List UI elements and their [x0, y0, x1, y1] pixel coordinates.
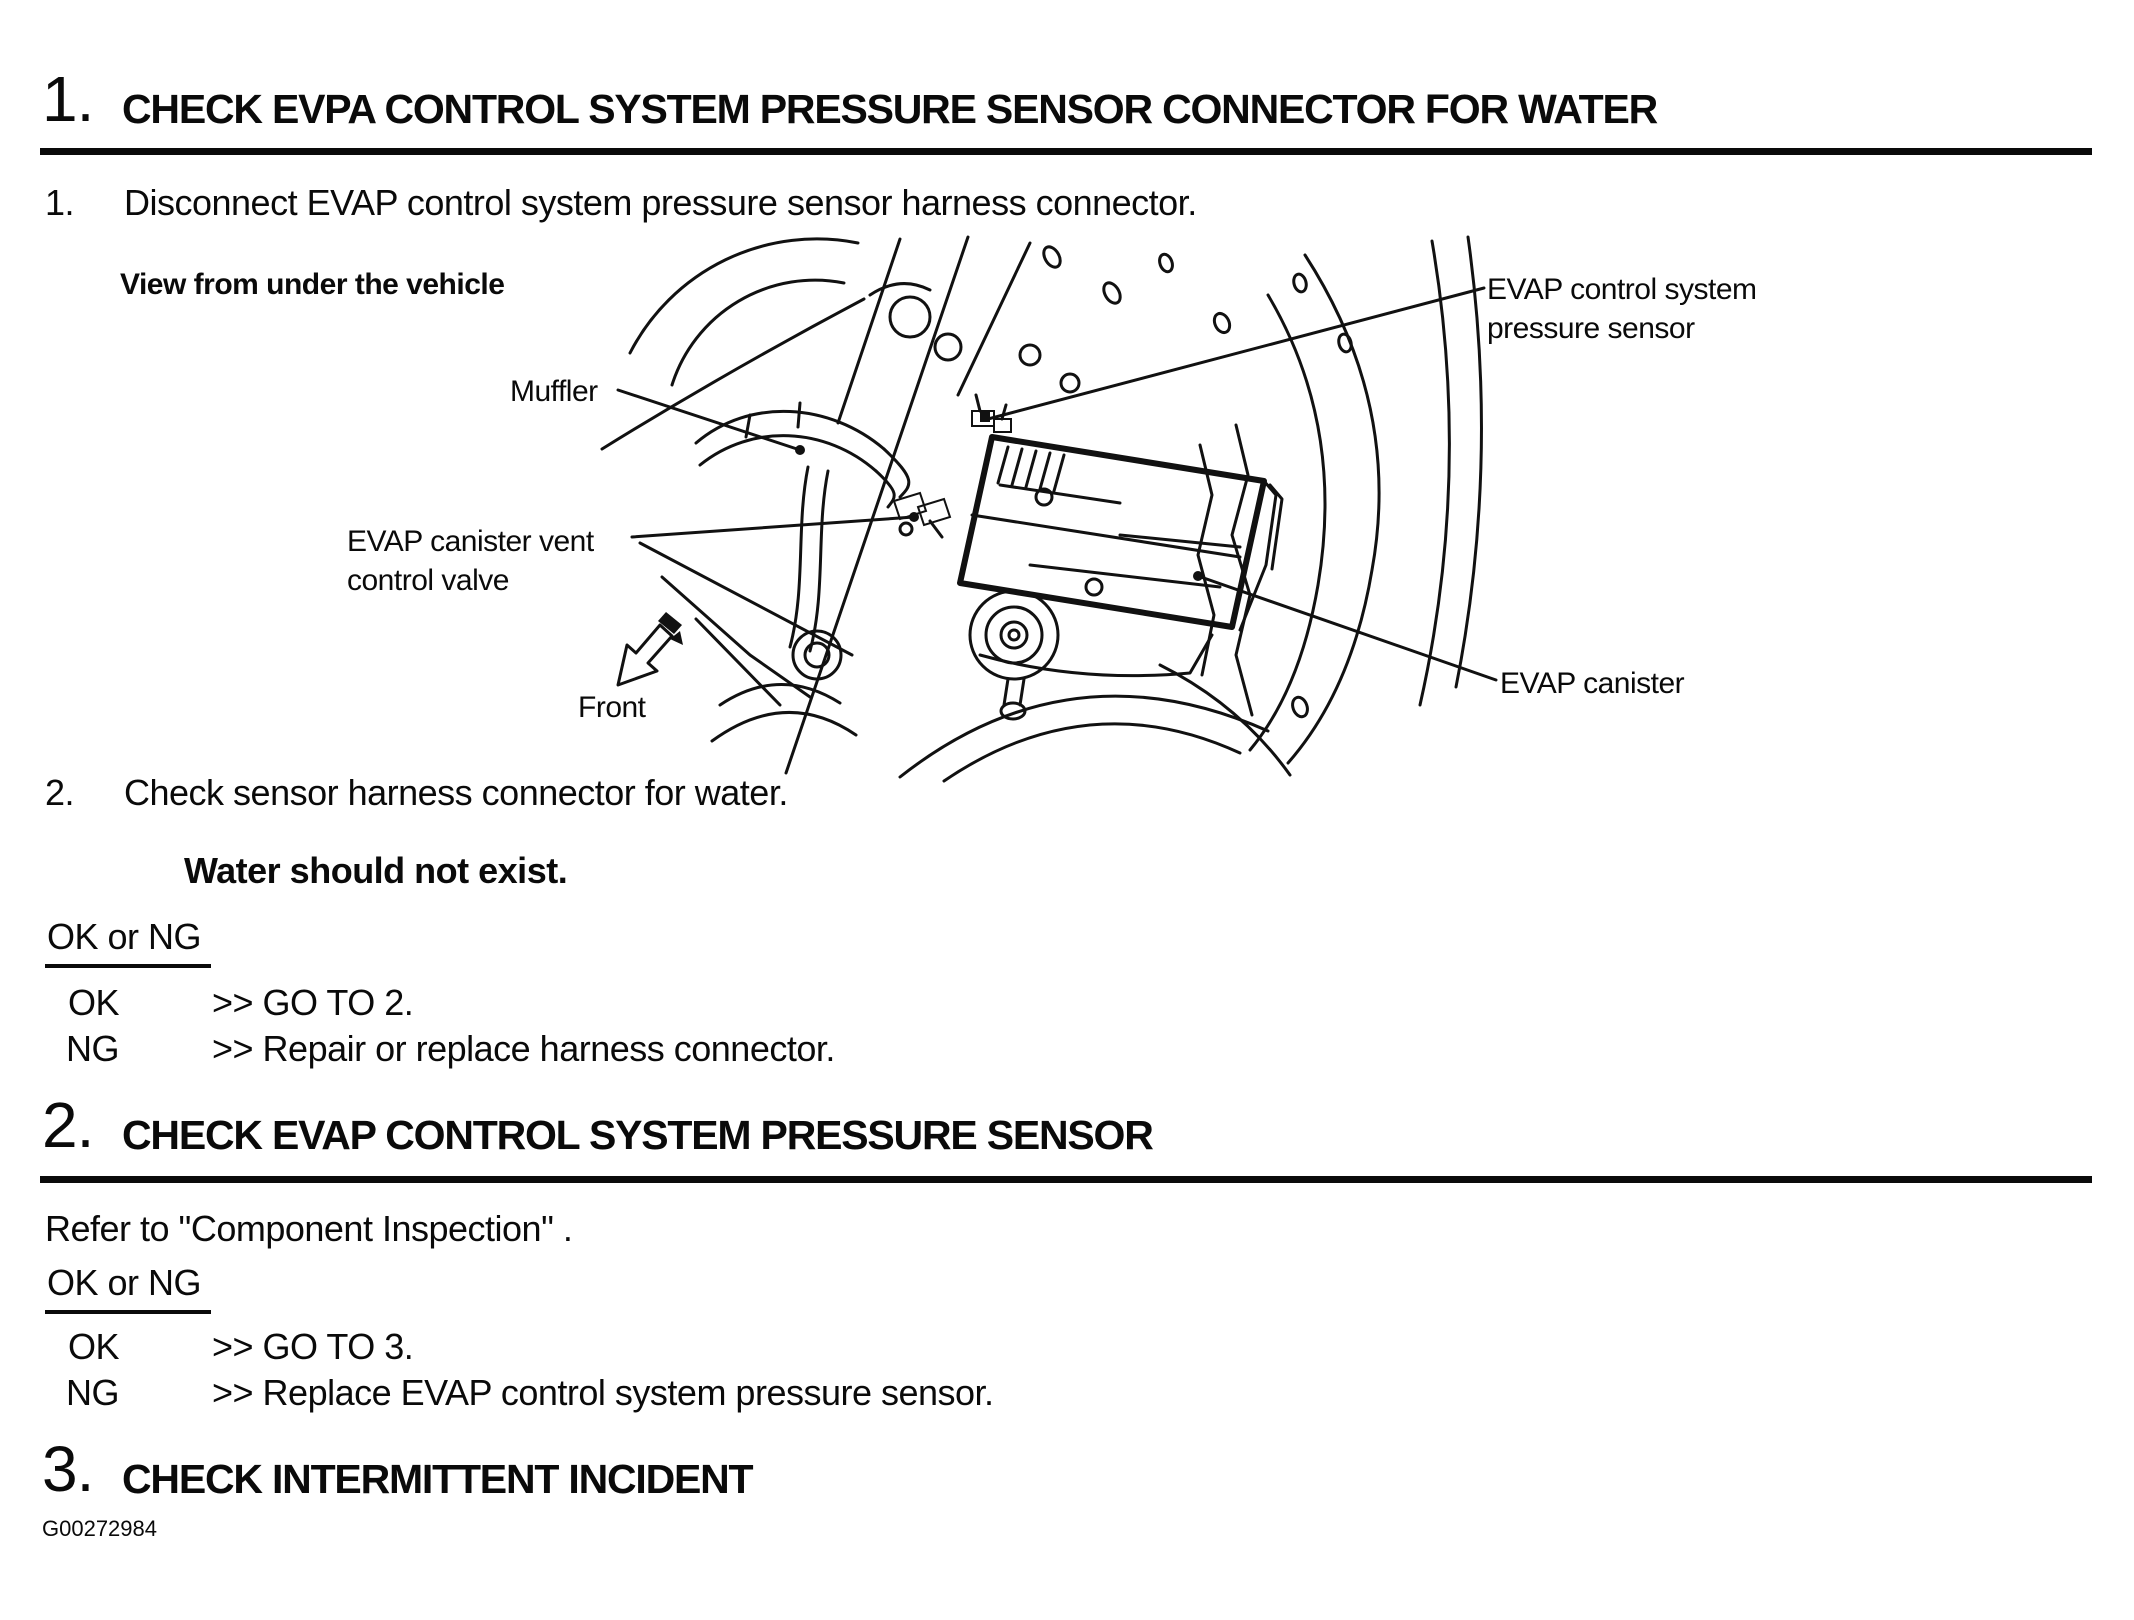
underbody-arc [900, 696, 1268, 777]
leaf-arc [712, 712, 856, 741]
hose-clamp-marks [746, 403, 800, 437]
okng1-heading: OK or NG [45, 916, 211, 968]
section1-number: 1. [42, 63, 94, 135]
section3-number: 3. [42, 1433, 94, 1505]
front-tire-arc-inner [672, 280, 844, 385]
vehicle-underside-diagram [600, 235, 1500, 785]
damper-circle [986, 607, 1042, 663]
underbody-part-circle [890, 297, 930, 337]
pipe [810, 471, 828, 651]
okng2-heading: OK or NG [45, 1262, 211, 1314]
bolt-hole [1290, 695, 1310, 719]
okng1-ok-label: OK [68, 982, 120, 1023]
hose [696, 411, 884, 449]
figure-label-sensor-line2: pressure sensor [1487, 312, 1695, 345]
suspension-arm [696, 619, 780, 705]
vent-valve-leader [632, 512, 919, 655]
frame-rail-line [786, 237, 968, 773]
underbody-part-circle [935, 334, 961, 360]
front-tire-arc-outer [630, 239, 858, 353]
section1-rule [40, 148, 2092, 155]
pipe [790, 467, 808, 647]
bolt-hole [1100, 280, 1123, 306]
figure-label-vent-line2: control valve [347, 564, 509, 597]
figure-view-label: View from under the vehicle [120, 268, 505, 301]
splash-shield-rib [1198, 445, 1214, 675]
step2-text: Check sensor harness connector for water. [124, 772, 788, 813]
sensor-leader-square [980, 412, 990, 422]
figure-label-front: Front [578, 691, 646, 724]
canister-vent-slats [998, 447, 1064, 491]
rear-tire-arc [1420, 241, 1449, 705]
okng2-ng-action: >> Replace EVAP control system pressure sensor. [212, 1372, 994, 1413]
rear-fender-outer [1288, 255, 1379, 763]
step2-number: 2. [45, 772, 75, 813]
vent-valve-stem [930, 521, 942, 537]
frame-line-2 [838, 239, 900, 423]
underbody-arc [944, 724, 1240, 781]
spec-note: Water should not exist. [184, 850, 568, 891]
section1-title: CHECK EVPA CONTROL SYSTEM PRESSURE SENSOR CONNECTOR FOR WATER [122, 86, 1658, 132]
figure-label-sensor-line1: EVAP control system [1487, 273, 1757, 306]
canister-leader-dot [1193, 571, 1203, 581]
step1-text: Disconnect EVAP control system pressure sensor harness connector. [124, 182, 1197, 223]
figure-label-muffler: Muffler [510, 375, 598, 408]
step1-number: 1. [45, 182, 75, 223]
figure-label-pressure-sensor [1487, 270, 1757, 348]
leaf-arc [720, 684, 840, 705]
okng1-ng-action: >> Repair or replace harness connector. [212, 1028, 835, 1069]
muffler-leader-dot [795, 445, 805, 455]
rear-tire-arc [1456, 237, 1481, 687]
okng2-ok-label: OK [68, 1326, 120, 1367]
evap-canister-outline [960, 437, 1264, 627]
bolt-hole [1211, 311, 1232, 335]
underbody-line [870, 284, 930, 295]
frame-line-3 [958, 243, 1030, 395]
section2-rule [40, 1176, 2092, 1183]
section2-title: CHECK EVAP CONTROL SYSTEM PRESSURE SENSOR [122, 1112, 1153, 1158]
bolt-hole [1157, 252, 1174, 273]
damper-stem [1004, 679, 1024, 705]
bolt-hole [1040, 244, 1063, 270]
okng2-ng-label: NG [66, 1372, 119, 1413]
figure-label-vent-line1: EVAP canister vent [347, 525, 594, 558]
vent-valve-port [900, 523, 912, 535]
damper-circle [970, 591, 1058, 679]
bolt-hole [1061, 374, 1079, 392]
hose [700, 436, 876, 471]
vent-leader-dot [909, 512, 919, 522]
figure-label-vent-valve [347, 522, 594, 600]
figure-label-canister: EVAP canister [1500, 667, 1685, 700]
rear-fender-inner [1250, 295, 1325, 750]
canister-bolt [1086, 579, 1102, 595]
okng1-ok-action: >> GO TO 2. [212, 982, 414, 1023]
bolt-hole [1020, 345, 1040, 365]
pressure-sensor-leader [980, 288, 1484, 422]
pressure-sensor-connector [994, 419, 1011, 432]
okng2-ok-action: >> GO TO 3. [212, 1326, 414, 1367]
section2-number: 2. [42, 1089, 94, 1161]
front-direction-arrow-icon [618, 612, 683, 685]
damper-circle [1009, 630, 1019, 640]
figure-id: G00272984 [42, 1516, 157, 1541]
section3-title: CHECK INTERMITTENT INCIDENT [122, 1456, 753, 1502]
okng1-ng-label: NG [66, 1028, 119, 1069]
damper-circle [1001, 622, 1027, 648]
bolt-hole [1292, 273, 1308, 293]
refer-text: Refer to "Component Inspection" . [45, 1208, 573, 1249]
